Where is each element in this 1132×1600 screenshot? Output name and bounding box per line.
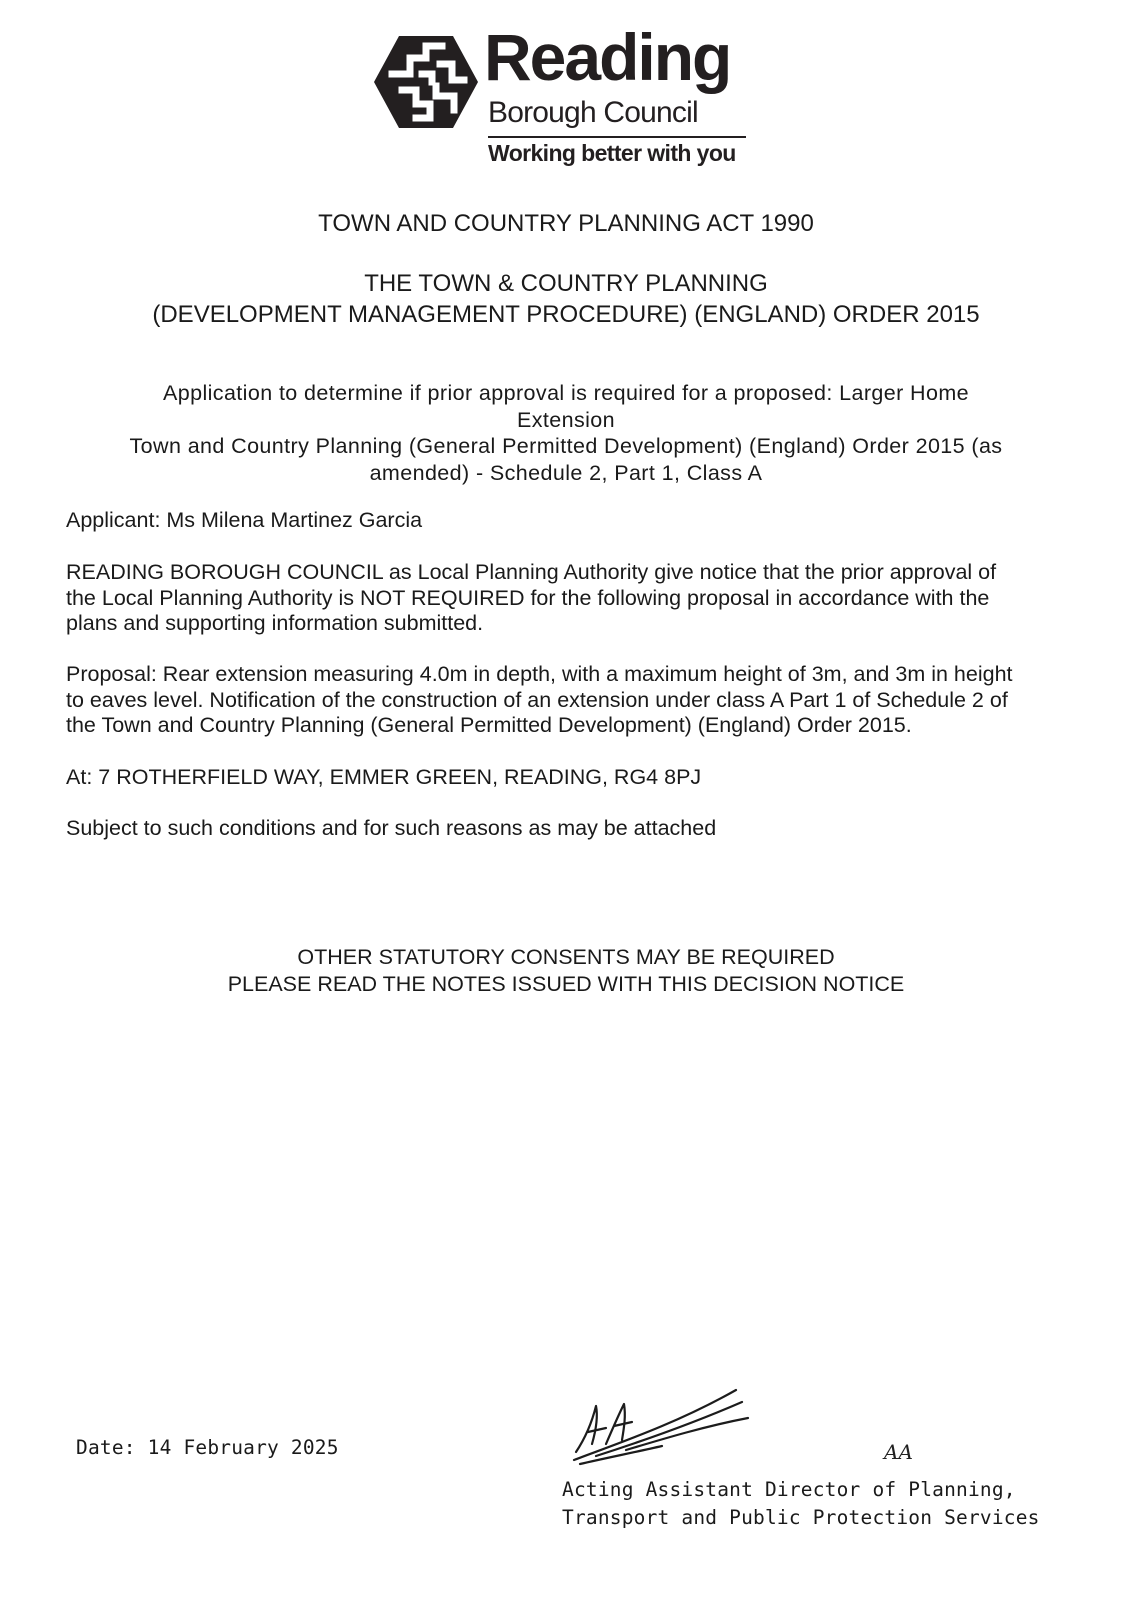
application-title	[40, 380, 1092, 486]
signatory-line: Transport and Public Protection Services	[562, 1506, 1040, 1529]
notice-paragraph	[66, 560, 1062, 637]
application-title-line: Town and Country Planning (General Permitted Development) (England) Order 2015 (as	[129, 434, 1003, 458]
signatory-title	[562, 1476, 1040, 1532]
application-title-line: Application to determine if prior approval is required for a proposed: Larger Home	[162, 381, 969, 405]
order-heading-line: (DEVELOPMENT MANAGEMENT PROCEDURE) (ENGLAND) ORDER 2015	[152, 301, 980, 328]
signature-image	[566, 1382, 756, 1472]
signature-initials: AA	[884, 1440, 913, 1464]
notice-line: the Local Planning Authority is NOT REQUIRED for the following proposal in accordance with the	[66, 585, 990, 610]
proposal-line: Proposal: Rear extension measuring 4.0m in depth, with a maximum height of 3m, and 3m in height	[66, 662, 1013, 686]
applicant: Applicant: Ms Milena Martinez Garcia	[66, 508, 423, 532]
application-title-line: Extension	[516, 407, 616, 432]
council-subname: Borough Council	[488, 96, 698, 129]
logo-divider	[488, 136, 746, 138]
council-tagline: Working better with you	[488, 140, 736, 166]
order-heading-line: THE TOWN & COUNTRY PLANNING	[364, 270, 768, 297]
proposal-paragraph	[66, 662, 1062, 739]
act-heading: TOWN AND COUNTRY PLANNING ACT 1990	[318, 210, 814, 237]
notice-line: READING BOROUGH COUNCIL as Local Planning Authority give notice that the prior approval of	[66, 560, 997, 584]
notice-line: plans and supporting information submitted.	[66, 611, 484, 635]
proposal-line: the Town and Country Planning (General Permitted Development) (England) Order 2015.	[66, 713, 912, 737]
application-title-line: amended) - Schedule 2, Part 1, Class A	[369, 460, 763, 485]
order-heading	[40, 268, 1092, 330]
site-address: At: 7 ROTHERFIELD WAY, EMMER GREEN, READING, RG4 8PJ	[66, 765, 702, 789]
conditions-note: Subject to such conditions and for such reasons as may be attached	[66, 816, 717, 840]
council-logo	[372, 20, 762, 172]
decision-date: Date: 14 February 2025	[76, 1436, 339, 1459]
signatory-line: Acting Assistant Director of Planning,	[562, 1478, 1016, 1501]
statutory-line: OTHER STATUTORY CONSENTS MAY BE REQUIRED	[297, 945, 835, 969]
council-hexagon-icon	[372, 34, 480, 130]
proposal-line: to eaves level. Notification of the construction of an extension under class A Part 1 of Schedule 2 of	[66, 687, 1008, 712]
statutory-notice	[40, 944, 1092, 997]
council-name: Reading	[484, 20, 731, 94]
statutory-line: PLEASE READ THE NOTES ISSUED WITH THIS DECISION NOTICE	[227, 971, 905, 996]
